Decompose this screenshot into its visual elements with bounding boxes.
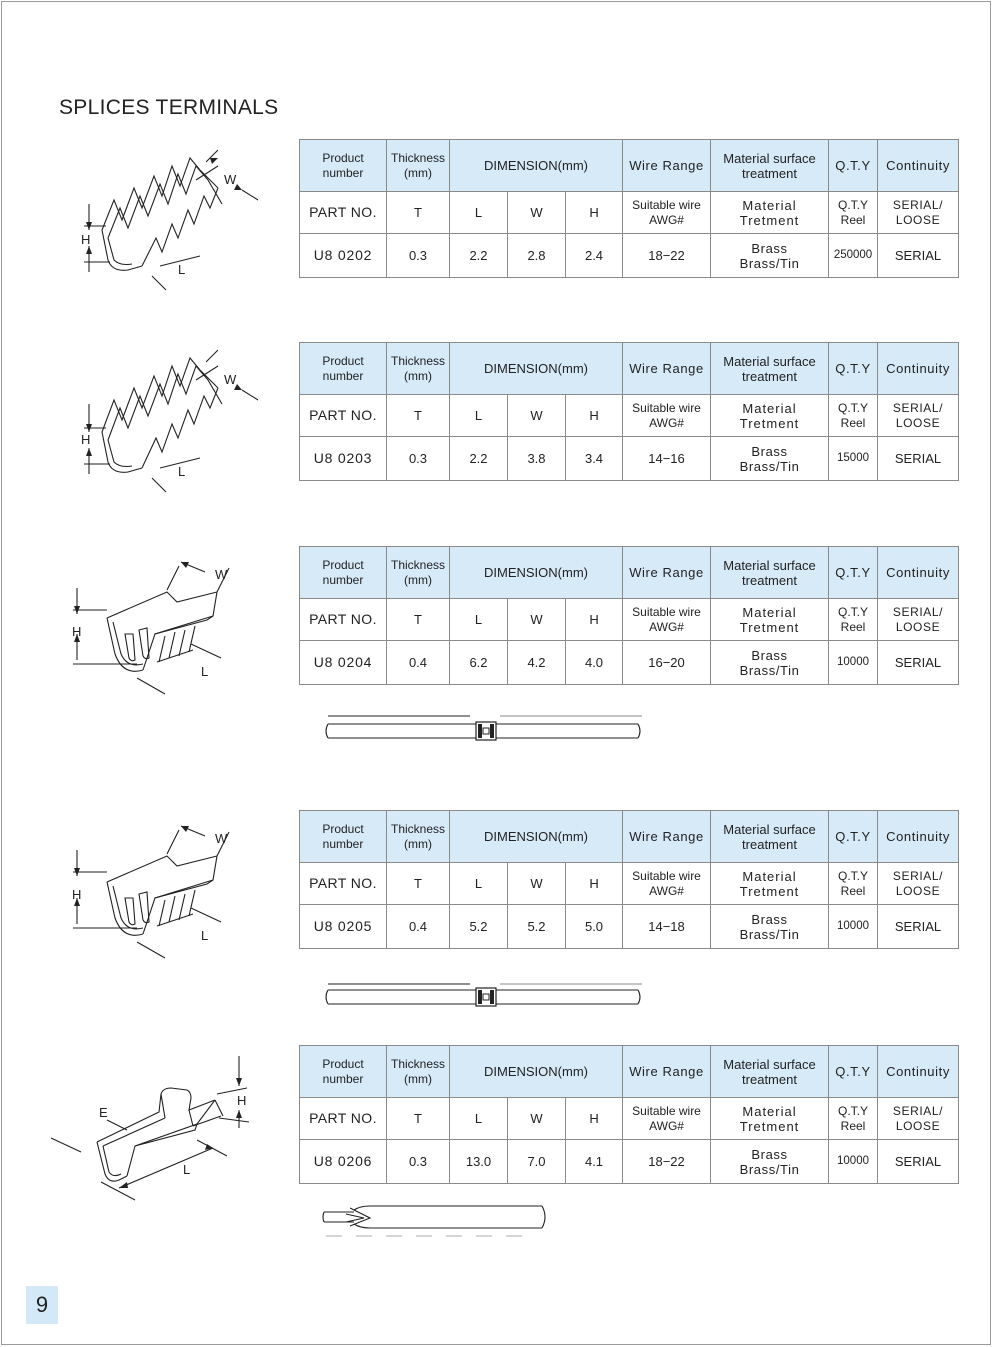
height-value: 4.1 bbox=[566, 1140, 623, 1184]
subheader-part-no: PART NO. bbox=[300, 395, 387, 437]
qty-value: 10000 bbox=[829, 641, 878, 685]
subheader-part-no: PART NO. bbox=[300, 863, 387, 905]
header-continuity: Continuity bbox=[878, 811, 959, 863]
header-thickness: Thickness (mm) bbox=[387, 1046, 450, 1098]
qty-value: 250000 bbox=[829, 234, 878, 278]
drawing-label-w: W bbox=[215, 831, 228, 846]
header-product-number: Product number bbox=[300, 547, 387, 599]
subheader-qty-reel: Q.T.Y Reel bbox=[829, 1098, 878, 1140]
continuity-value: SERIAL bbox=[878, 905, 959, 949]
subheader-qty-reel: Q.T.Y Reel bbox=[829, 599, 878, 641]
material-value: Brass bbox=[751, 911, 788, 927]
header-product-number: Product number bbox=[300, 140, 387, 192]
header-thickness: Thickness (mm) bbox=[387, 343, 450, 395]
thickness-value: 0.3 bbox=[387, 1140, 450, 1184]
drawing-label-l: L bbox=[201, 928, 209, 943]
height-value: 2.4 bbox=[566, 234, 623, 278]
subheader-w: W bbox=[508, 192, 566, 234]
catalog-page bbox=[1, 1, 991, 1345]
subheader-qty-reel: Q.T.Y Reel bbox=[829, 863, 878, 905]
part-number: U8 0205 bbox=[300, 905, 387, 949]
header-dimension: DIMENSION(mm) bbox=[450, 547, 623, 599]
subheader-part-no: PART NO. bbox=[300, 192, 387, 234]
thickness-value: 0.3 bbox=[387, 437, 450, 481]
drawing-label-h: H bbox=[72, 624, 82, 639]
material-value: Brass bbox=[751, 647, 788, 663]
spec-table-0206 bbox=[299, 1045, 959, 1184]
subheader-serial-loose: SERIAL/ LOOSE bbox=[878, 863, 959, 905]
treatment-value: Brass/Tin bbox=[739, 1161, 800, 1177]
drawing-label-h: H bbox=[237, 1093, 247, 1108]
splice-drawing-0203 bbox=[72, 362, 272, 492]
width-value: 3.8 bbox=[508, 437, 566, 481]
subheader-serial-loose: SERIAL/ LOOSE bbox=[878, 395, 959, 437]
subheader-l: L bbox=[450, 192, 508, 234]
subheader-material-treatment: Material Tretment bbox=[711, 395, 829, 437]
wire-splice-illustration bbox=[320, 714, 650, 748]
width-value: 7.0 bbox=[508, 1140, 566, 1184]
subheader-t: T bbox=[387, 1098, 450, 1140]
page-number: 9 bbox=[26, 1286, 58, 1324]
subheader-suitable-wire: Suitable wire AWG# bbox=[623, 863, 711, 905]
length-value: 2.2 bbox=[450, 234, 508, 278]
part-number: U8 0202 bbox=[300, 234, 387, 278]
subheader-w: W bbox=[508, 863, 566, 905]
part-number: U8 0204 bbox=[300, 641, 387, 685]
header-continuity: Continuity bbox=[878, 1046, 959, 1098]
height-value: 3.4 bbox=[566, 437, 623, 481]
subheader-w: W bbox=[508, 395, 566, 437]
header-product-number: Product number bbox=[300, 1046, 387, 1098]
header-qty: Q.T.Y bbox=[829, 547, 878, 599]
wire-range-value: 16−20 bbox=[623, 641, 711, 685]
header-dimension: DIMENSION(mm) bbox=[450, 140, 623, 192]
length-value: 6.2 bbox=[450, 641, 508, 685]
spec-table-0205 bbox=[299, 810, 959, 949]
material-value: Brass bbox=[751, 1146, 788, 1162]
header-material-surface: Material surface treatment bbox=[711, 547, 829, 599]
header-dimension: DIMENSION(mm) bbox=[450, 811, 623, 863]
drawing-label-w: W bbox=[224, 172, 237, 187]
subheader-h: H bbox=[566, 192, 623, 234]
subheader-h: H bbox=[566, 395, 623, 437]
header-product-number: Product number bbox=[300, 343, 387, 395]
width-value: 2.8 bbox=[508, 234, 566, 278]
header-dimension: DIMENSION(mm) bbox=[450, 1046, 623, 1098]
drawing-label-l: L bbox=[201, 664, 209, 679]
qty-value: 10000 bbox=[829, 1140, 878, 1184]
header-material-surface: Material surface treatment bbox=[711, 343, 829, 395]
subheader-l: L bbox=[450, 599, 508, 641]
drawing-label-h: H bbox=[81, 432, 91, 447]
subheader-t: T bbox=[387, 863, 450, 905]
subheader-suitable-wire: Suitable wire AWG# bbox=[623, 1098, 711, 1140]
subheader-material-treatment: Material Tretment bbox=[711, 192, 829, 234]
drawing-label-w: W bbox=[224, 372, 237, 387]
part-number: U8 0206 bbox=[300, 1140, 387, 1184]
header-qty: Q.T.Y bbox=[829, 343, 878, 395]
splice-drawing-0202 bbox=[72, 160, 272, 290]
drawing-label-l: L bbox=[178, 262, 186, 277]
drawing-label-l: L bbox=[178, 464, 186, 479]
drawing-label-h: H bbox=[72, 887, 82, 902]
width-value: 4.2 bbox=[508, 641, 566, 685]
subheader-qty-reel: Q.T.Y Reel bbox=[829, 395, 878, 437]
subheader-w: W bbox=[508, 1098, 566, 1140]
wire-splice-illustration bbox=[320, 1202, 560, 1242]
subheader-serial-loose: SERIAL/ LOOSE bbox=[878, 1098, 959, 1140]
drawing-label-h: H bbox=[81, 232, 91, 247]
header-continuity: Continuity bbox=[878, 140, 959, 192]
header-material-surface: Material surface treatment bbox=[711, 1046, 829, 1098]
subheader-t: T bbox=[387, 395, 450, 437]
continuity-value: SERIAL bbox=[878, 234, 959, 278]
subheader-material-treatment: Material Tretment bbox=[711, 1098, 829, 1140]
continuity-value: SERIAL bbox=[878, 641, 959, 685]
subheader-suitable-wire: Suitable wire AWG# bbox=[623, 599, 711, 641]
header-dimension: DIMENSION(mm) bbox=[450, 343, 623, 395]
header-wire-range: Wire Range bbox=[623, 343, 711, 395]
height-value: 4.0 bbox=[566, 641, 623, 685]
header-continuity: Continuity bbox=[878, 547, 959, 599]
subheader-w: W bbox=[508, 599, 566, 641]
thickness-value: 0.4 bbox=[387, 641, 450, 685]
splice-drawing-0206 bbox=[47, 1050, 267, 1210]
treatment-value: Brass/Tin bbox=[739, 662, 800, 678]
header-thickness: Thickness (mm) bbox=[387, 811, 450, 863]
wire-splice-illustration bbox=[320, 982, 650, 1016]
material-value: Brass bbox=[751, 240, 788, 256]
subheader-suitable-wire: Suitable wire AWG# bbox=[623, 395, 711, 437]
drawing-label-l: L bbox=[183, 1162, 191, 1177]
width-value: 5.2 bbox=[508, 905, 566, 949]
subheader-qty-reel: Q.T.Y Reel bbox=[829, 192, 878, 234]
subheader-l: L bbox=[450, 863, 508, 905]
drawing-label-e: E bbox=[99, 1105, 108, 1120]
header-wire-range: Wire Range bbox=[623, 1046, 711, 1098]
spec-table-0202 bbox=[299, 139, 959, 278]
treatment-value: Brass/Tin bbox=[739, 458, 800, 474]
page-title: SPLICES TERMINALS bbox=[59, 96, 279, 119]
subheader-l: L bbox=[450, 395, 508, 437]
subheader-t: T bbox=[387, 599, 450, 641]
wire-range-value: 18−22 bbox=[623, 234, 711, 278]
wire-range-value: 14−18 bbox=[623, 905, 711, 949]
splice-drawing-0204 bbox=[67, 558, 247, 698]
treatment-value: Brass/Tin bbox=[739, 255, 800, 271]
wire-range-value: 14−16 bbox=[623, 437, 711, 481]
header-product-number: Product number bbox=[300, 811, 387, 863]
continuity-value: SERIAL bbox=[878, 437, 959, 481]
subheader-part-no: PART NO. bbox=[300, 1098, 387, 1140]
length-value: 13.0 bbox=[450, 1140, 508, 1184]
height-value: 5.0 bbox=[566, 905, 623, 949]
treatment-value: Brass/Tin bbox=[739, 926, 800, 942]
spec-table-0204 bbox=[299, 546, 959, 685]
qty-value: 10000 bbox=[829, 905, 878, 949]
subheader-material-treatment: Material Tretment bbox=[711, 863, 829, 905]
wire-range-value: 18−22 bbox=[623, 1140, 711, 1184]
length-value: 2.2 bbox=[450, 437, 508, 481]
subheader-h: H bbox=[566, 863, 623, 905]
subheader-material-treatment: Material Tretment bbox=[711, 599, 829, 641]
subheader-serial-loose: SERIAL/ LOOSE bbox=[878, 599, 959, 641]
header-thickness: Thickness (mm) bbox=[387, 140, 450, 192]
subheader-h: H bbox=[566, 599, 623, 641]
thickness-value: 0.3 bbox=[387, 234, 450, 278]
drawing-label-w: W bbox=[215, 567, 228, 582]
subheader-part-no: PART NO. bbox=[300, 599, 387, 641]
continuity-value: SERIAL bbox=[878, 1140, 959, 1184]
splice-drawing-0205 bbox=[67, 822, 247, 962]
header-material-surface: Material surface treatment bbox=[711, 140, 829, 192]
header-continuity: Continuity bbox=[878, 343, 959, 395]
part-number: U8 0203 bbox=[300, 437, 387, 481]
header-wire-range: Wire Range bbox=[623, 811, 711, 863]
subheader-suitable-wire: Suitable wire AWG# bbox=[623, 192, 711, 234]
header-qty: Q.T.Y bbox=[829, 811, 878, 863]
length-value: 5.2 bbox=[450, 905, 508, 949]
header-qty: Q.T.Y bbox=[829, 1046, 878, 1098]
thickness-value: 0.4 bbox=[387, 905, 450, 949]
header-wire-range: Wire Range bbox=[623, 547, 711, 599]
header-material-surface: Material surface treatment bbox=[711, 811, 829, 863]
header-qty: Q.T.Y bbox=[829, 140, 878, 192]
subheader-l: L bbox=[450, 1098, 508, 1140]
header-wire-range: Wire Range bbox=[623, 140, 711, 192]
spec-table-0203 bbox=[299, 342, 959, 481]
subheader-serial-loose: SERIAL/ LOOSE bbox=[878, 192, 959, 234]
subheader-h: H bbox=[566, 1098, 623, 1140]
header-thickness: Thickness (mm) bbox=[387, 547, 450, 599]
subheader-t: T bbox=[387, 192, 450, 234]
qty-value: 15000 bbox=[829, 437, 878, 481]
material-value: Brass bbox=[751, 443, 788, 459]
